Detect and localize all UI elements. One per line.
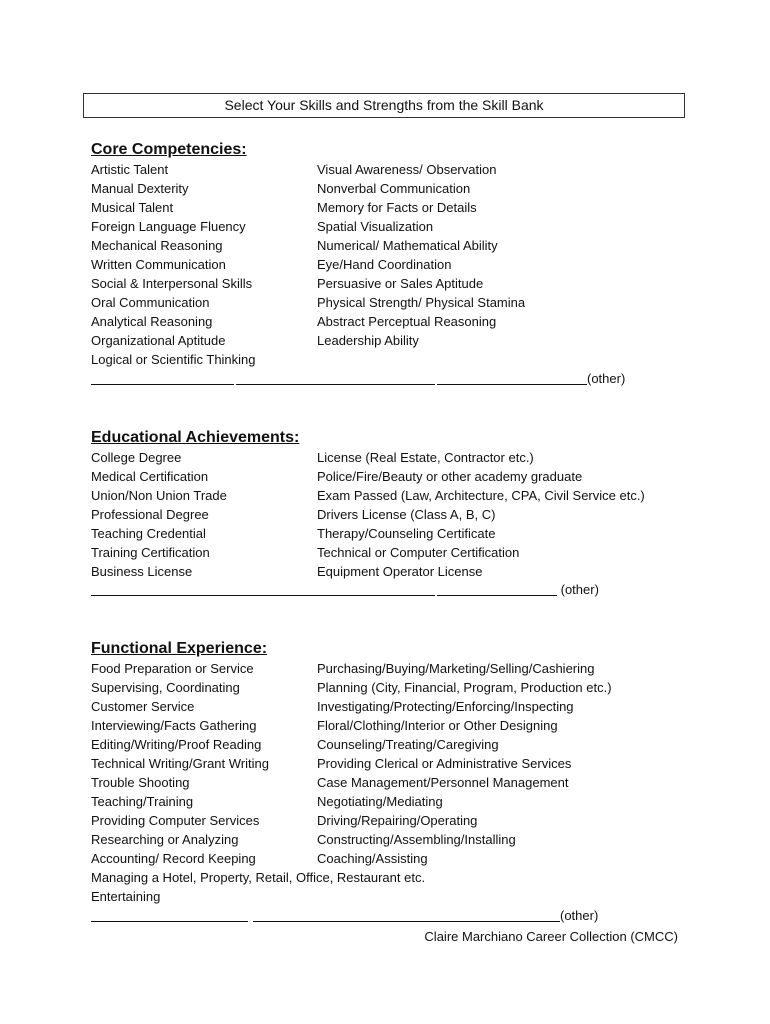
education-other-blank-1[interactable]: [91, 580, 435, 596]
list-item: Negotiating/Mediating: [317, 794, 443, 809]
list-item: Drivers License (Class A, B, C): [317, 507, 496, 522]
list-item: Technical Writing/Grant Writing: [91, 756, 269, 771]
functional-experience-heading: Functional Experience:: [91, 640, 268, 657]
core-other-row: [91, 369, 625, 388]
list-item: College Degree: [91, 450, 182, 465]
list-item: Coaching/Assisting: [317, 851, 428, 866]
list-item: Persuasive or Sales Aptitude: [317, 276, 484, 291]
core-right-list: [317, 160, 525, 350]
list-item: Leadership Ability: [317, 333, 419, 348]
core-left-list: [91, 160, 256, 369]
list-item: Counseling/Treating/Caregiving: [317, 737, 499, 752]
list-item: Equipment Operator License: [317, 564, 483, 579]
list-item: Purchasing/Buying/Marketing/Selling/Cashiering: [317, 661, 595, 676]
list-item: Nonverbal Communication: [317, 181, 471, 196]
list-item: Investigating/Protecting/Enforcing/Inspecting: [317, 699, 574, 714]
list-item: Training Certification: [91, 545, 210, 560]
core-other-blank-3[interactable]: [437, 369, 587, 385]
list-item: Floral/Clothing/Interior or Other Designing: [317, 718, 558, 733]
education-right-list: [317, 448, 645, 581]
list-item: Physical Strength/ Physical Stamina: [317, 295, 526, 310]
list-item: Providing Computer Services: [91, 813, 260, 828]
list-item: Artistic Talent: [91, 162, 169, 177]
functional-other-row: [91, 906, 598, 925]
list-item: Organizational Aptitude: [91, 333, 226, 348]
list-item: Logical or Scientific Thinking: [91, 352, 256, 367]
list-item: License (Real Estate, Contractor etc.): [317, 450, 534, 465]
list-item: Exam Passed (Law, Architecture, CPA, Civil Service etc.): [317, 488, 645, 503]
list-item: Accounting/ Record Keeping: [91, 851, 256, 866]
list-item: Technical or Computer Certification: [317, 545, 520, 560]
functional-other-blank-2[interactable]: [253, 906, 560, 922]
list-item: Teaching Credential: [91, 526, 206, 541]
list-item: Business License: [91, 564, 193, 579]
list-item: Union/Non Union Trade: [91, 488, 227, 503]
list-item: Trouble Shooting: [91, 775, 190, 790]
list-item: Professional Degree: [91, 507, 209, 522]
core-competencies-heading: Core Competencies:: [91, 141, 247, 158]
list-item: Manual Dexterity: [91, 181, 189, 196]
list-item: Police/Fire/Beauty or other academy graduate: [317, 469, 583, 484]
list-item: Abstract Perceptual Reasoning: [317, 314, 497, 329]
list-item: Eye/Hand Coordination: [317, 257, 452, 272]
list-item: Oral Communication: [91, 295, 210, 310]
list-item: Driving/Repairing/Operating: [317, 813, 478, 828]
educational-achievements-heading: Educational Achievements:: [91, 429, 300, 446]
list-item: Constructing/Assembling/Installing: [317, 832, 516, 847]
list-item: Food Preparation or Service: [91, 661, 254, 676]
list-item: Numerical/ Mathematical Ability: [317, 238, 498, 253]
list-item: Entertaining: [91, 889, 161, 904]
list-item: Foreign Language Fluency: [91, 219, 246, 234]
functional-right-list: [317, 659, 612, 868]
list-item: Memory for Facts or Details: [317, 200, 477, 215]
list-item: Mechanical Reasoning: [91, 238, 223, 253]
education-other-label: (other): [557, 582, 599, 597]
list-item: Teaching/Training: [91, 794, 194, 809]
page-title: Select Your Skills and Strengths from the Skill Bank: [83, 93, 685, 118]
core-other-blank-1[interactable]: [91, 369, 234, 385]
list-item: Editing/Writing/Proof Reading: [91, 737, 262, 752]
functional-other-blank-1[interactable]: [91, 906, 248, 922]
list-item: Managing a Hotel, Property, Retail, Office, Restaurant etc.: [91, 870, 426, 885]
functional-left-list: [91, 659, 269, 868]
education-other-blank-2[interactable]: [437, 580, 557, 596]
list-item: Planning (City, Financial, Program, Production etc.): [317, 680, 612, 695]
list-item: Interviewing/Facts Gathering: [91, 718, 257, 733]
list-item: Social & Interpersonal Skills: [91, 276, 253, 291]
list-item: Case Management/Personnel Management: [317, 775, 569, 790]
list-item: Therapy/Counseling Certificate: [317, 526, 496, 541]
education-other-row: [91, 580, 599, 599]
list-item: Providing Clerical or Administrative Services: [317, 756, 572, 771]
education-left-list: [91, 448, 227, 581]
list-item: Analytical Reasoning: [91, 314, 213, 329]
list-item: Medical Certification: [91, 469, 209, 484]
list-item: Customer Service: [91, 699, 195, 714]
functional-other-label: (other): [560, 908, 599, 923]
footer-credit: Claire Marchiano Career Collection (CMCC): [424, 929, 678, 944]
list-item: Visual Awareness/ Observation: [317, 162, 497, 177]
core-other-blank-2[interactable]: [236, 369, 435, 385]
core-other-label: (other): [587, 371, 626, 386]
list-item: Spatial Visualization: [317, 219, 434, 234]
list-item: Musical Talent: [91, 200, 174, 215]
list-item: Written Communication: [91, 257, 226, 272]
list-item: Researching or Analyzing: [91, 832, 239, 847]
list-item: Supervising, Coordinating: [91, 680, 240, 695]
